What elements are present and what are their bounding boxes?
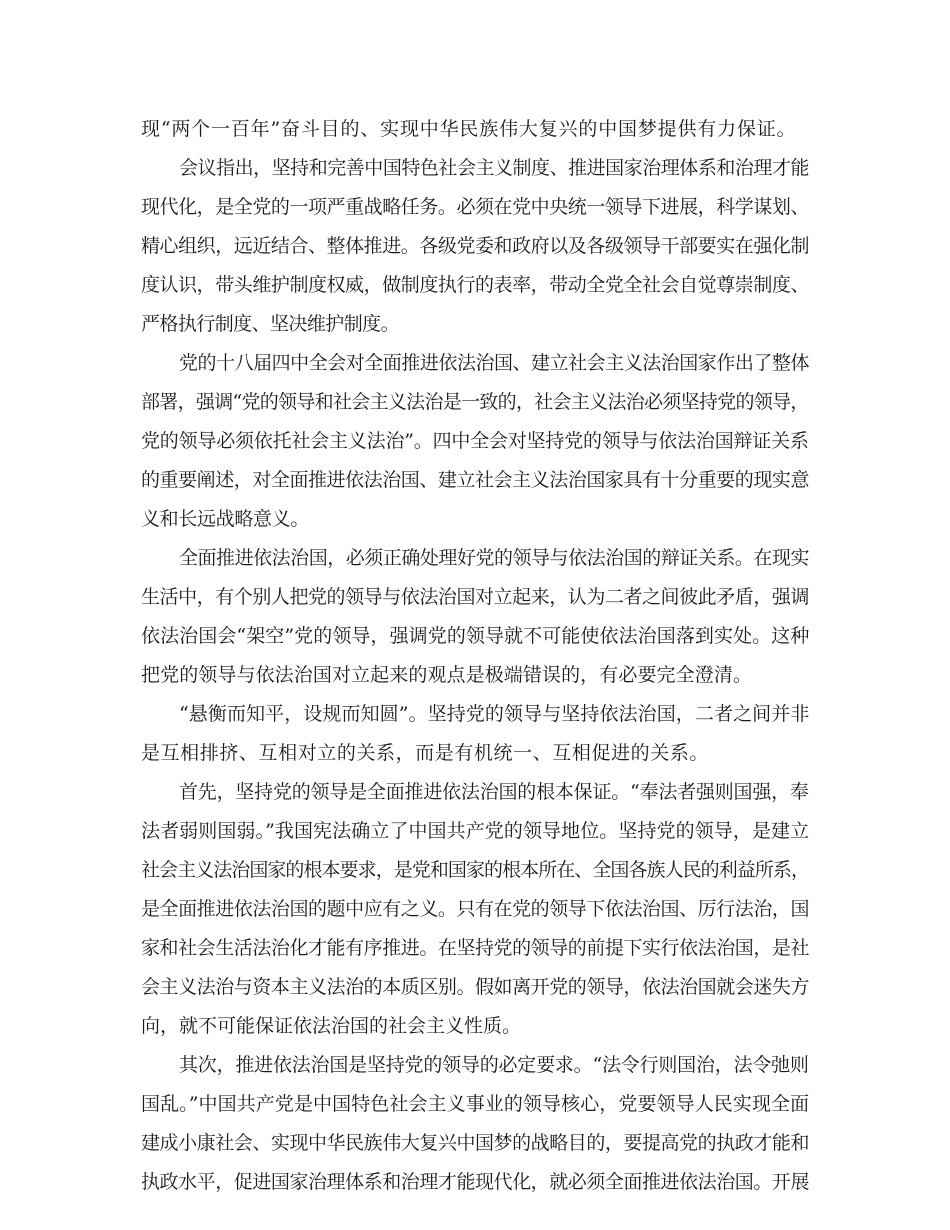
text-line: 现“两个一百年”奋斗目的、实现中华民族伟大复兴的中国梦提供有力保证。: [141, 118, 797, 140]
text-line: 严格执行制度、坚决维护制度。: [141, 313, 400, 335]
text-line: 党的领导必须依托社会主义法治”。四中全会对坚持党的领导与依法治国辩证关系: [141, 430, 809, 452]
text-line: 会议指出，坚持和完善中国特色社会主义制度、推进国家治理体系和治理才能: [179, 157, 810, 179]
text-line: 法者弱则国弱。”我国宪法确立了中国共产党的领导地位。坚持党的领导，是建立: [141, 820, 810, 842]
text-line: “悬衡而知平，设规而知圆”。坚持党的领导与坚持依法治国，二者之间并非: [179, 703, 810, 725]
text-line: 国乱。”中国共产党是中国特色社会主义事业的领导核心，党要领导人民实现全面: [141, 1093, 810, 1115]
text-line: 度认识，带头维护制度权威，做制度执行的表率，带动全党全社会自觉尊崇制度、: [141, 274, 810, 296]
text-line: 执政水平，促进国家治理体系和治理才能现代化，就必须全面推进依法治国。开展: [141, 1171, 810, 1193]
text-line: 现代化，是全党的一项严重战略任务。必须在党中央统一领导下进展，科学谋划、: [141, 196, 810, 218]
text-line: 是互相排挤、互相对立的关系，而是有机统一、互相促进的关系。: [141, 742, 710, 764]
text-line: 生活中，有个别人把党的领导与依法治国对立起来，认为二者之间彼此矛盾，强调: [141, 586, 810, 608]
text-line: 会主义法治与资本主义法治的本质区别。假如离开党的领导，依法治国就会迷失方: [141, 976, 810, 998]
text-line: 精心组织，远近结合、整体推进。各级党委和政府以及各级领导干部要实在强化制: [141, 235, 810, 257]
text-line: 社会主义法治国家的根本要求，是党和国家的根本所在、全国各族人民的利益所系，: [141, 859, 810, 881]
text-line: 的重要阐述，对全面推进依法治国、建立社会主义法治国家具有十分重要的现实意: [141, 469, 810, 491]
text-line: 向，就不可能保证依法治国的社会主义性质。: [141, 1015, 522, 1037]
text-line: 首先，坚持党的领导是全面推进依法治国的根本保证。“奉法者强则国强，奉: [179, 781, 809, 803]
text-line: 家和社会生活法治化才能有序推进。在坚持党的领导的前提下实行依法治国，是社: [141, 937, 810, 959]
text-line: 其次，推进依法治国是坚持党的领导的必定要求。“法令行则国治，法令弛则: [179, 1054, 809, 1076]
text-line: 部署，强调“党的领导和社会主义法治是一致的，社会主义法治必须坚持党的领导，: [141, 391, 809, 413]
text-line: 党的十八届四中全会对全面推进依法治国、建立社会主义法治国家作出了整体: [179, 352, 810, 374]
text-line: 依法治国会“架空”党的领导，强调党的领导就不可能使依法治国落到实处。这种: [141, 625, 810, 647]
text-line: 全面推进依法治国，必须正确处理好党的领导与依法治国的辩证关系。在现实: [179, 547, 810, 569]
text-line: 是全面推进依法治国的题中应有之义。只有在党的领导下依法治国、厉行法治，国: [141, 898, 810, 920]
text-line: 义和长远战略意义。: [141, 508, 310, 530]
text-line: 建成小康社会、实现中华民族伟大复兴中国梦的战略目的，要提高党的执政才能和: [141, 1132, 810, 1154]
text-line: 把党的领导与依法治国对立起来的观点是极端错误的，有必要完全澄清。: [141, 664, 753, 686]
